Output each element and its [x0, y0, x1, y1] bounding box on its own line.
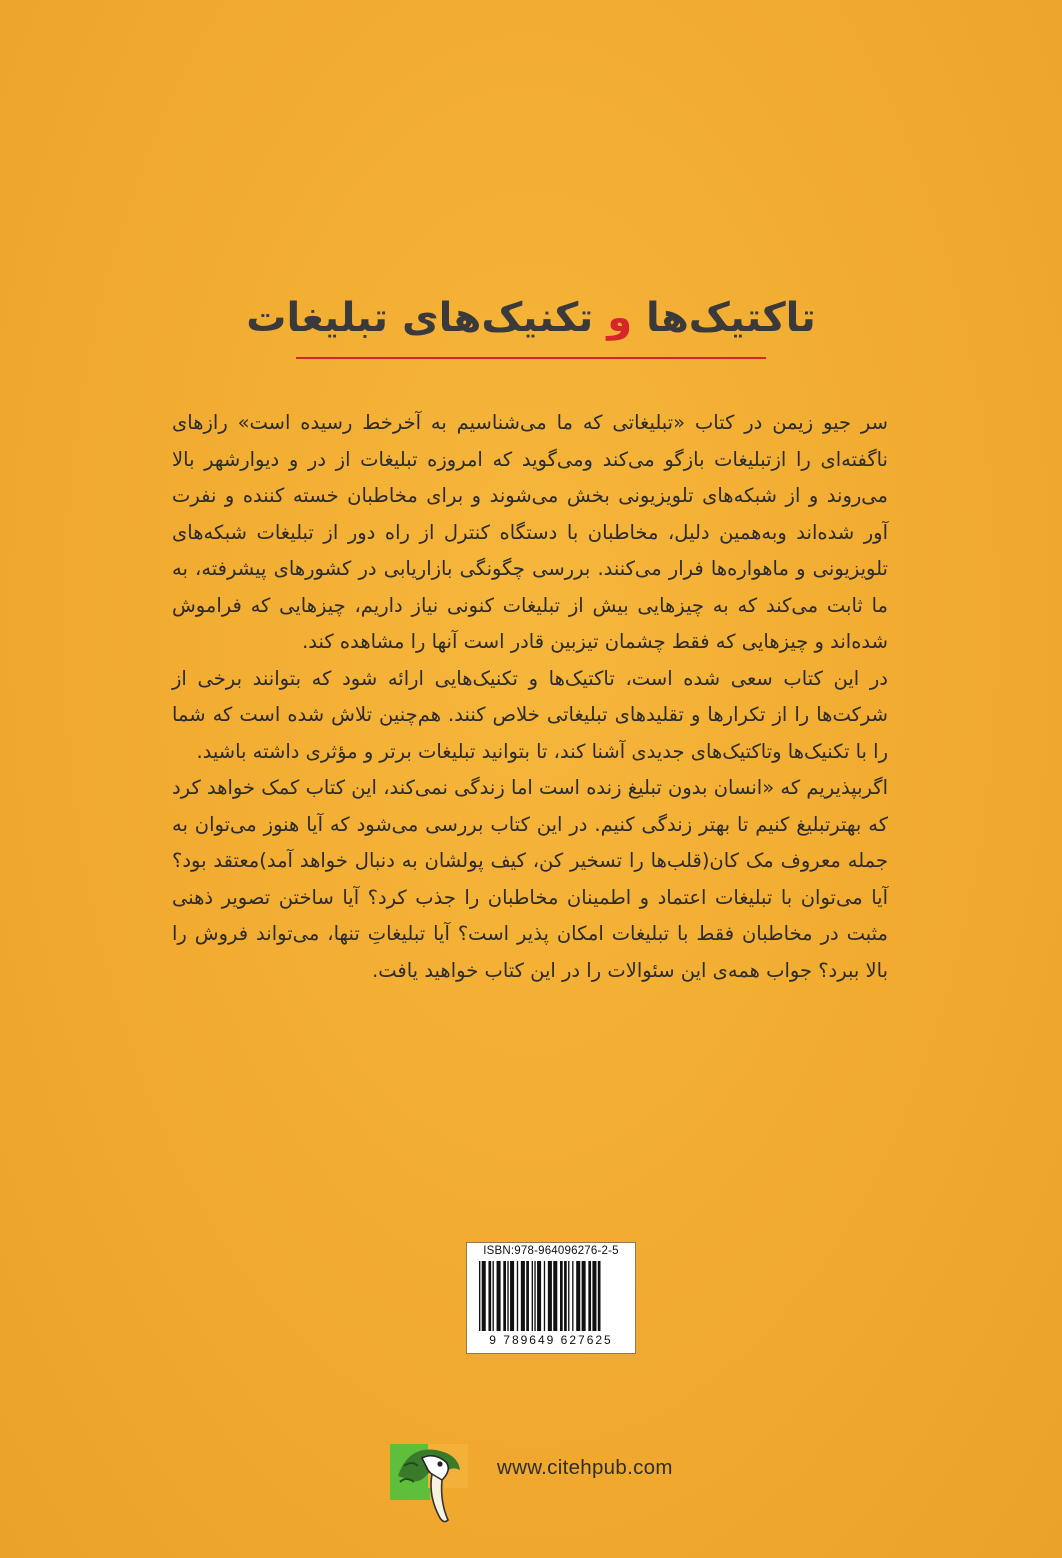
book-title	[0, 288, 1062, 348]
publisher-website: www.citehpub.com	[497, 1456, 673, 1479]
barcode-bar	[488, 1261, 491, 1331]
barcode-bar	[544, 1261, 545, 1331]
barcode-bar	[568, 1261, 569, 1331]
blurb-paragraph-2: در این کتاب سعی شده است، تاکتیک‌ها و تکنیک‌هایی ارائه شود که بتوانند برخی از شرکت‌ها را از تکرارها و تقلیدهای تبلیغاتی خلاص کنند. هم‌چنین تلاش شده است که شما را با تکنیک‌ها وتاکتیک‌های جدیدی آشنا کند، تا بتوانید تبلیغات برتر و مؤثری داشته باشید.	[172, 666, 888, 763]
barcode-bar	[479, 1261, 480, 1331]
barcode-bar	[482, 1261, 486, 1331]
barcode-bar	[503, 1261, 506, 1331]
barcode-bars-icon	[477, 1261, 625, 1333]
title-part-tactics: تاکتیک‌ها	[646, 295, 816, 341]
barcode-bar	[507, 1261, 508, 1331]
barcode-bar	[548, 1261, 552, 1331]
barcode-bar	[493, 1261, 494, 1331]
barcode-bar	[588, 1261, 591, 1331]
barcode-bar	[534, 1261, 535, 1331]
isbn-barcode	[466, 1242, 636, 1354]
barcode-bar	[592, 1261, 596, 1331]
title-part-techniques: تکنیک‌های تبلیغات	[246, 295, 594, 341]
barcode-bar	[510, 1261, 514, 1331]
barcode-bar	[537, 1261, 541, 1331]
title-conjunction: و	[607, 295, 633, 341]
barcode-bar	[553, 1261, 557, 1331]
barcode-bar	[564, 1261, 567, 1331]
barcode-digits: 9 789649 627625	[489, 1333, 613, 1347]
barcode-bar	[497, 1261, 501, 1331]
barcode-bar	[517, 1261, 518, 1331]
barcode-bar	[532, 1261, 533, 1331]
blurb-text	[172, 405, 888, 989]
barcode-bar	[582, 1261, 586, 1331]
barcode-bar	[598, 1261, 601, 1331]
blurb-paragraph-3: اگربپذیریم که «انسان بدون تبلیغ زنده است اما زندگی نمی‌کند، این کتاب کمک خواهد کرد که بهترتبلیغ کنیم تا بهتر زندگی کنیم. در این کتاب بررسی می‌شود که آیا هنوز می‌توان به جمله معروف مک کان(قلب‌ها را تسخیر کن، کیف پولشان به دنبال خواهد آمد)معتقد بود؟ آیا می‌توان با تبلیغات اعتماد و اطمینان مخاطبان را جذب کرد؟ آیا ساختن تصویر ذهنی مثبت در مخاطبان فقط با تبلیغات امکان پذیر است؟ آیا تبلیغاتِ تنها، می‌تواند فروش را بالا ببرد؟ جواب همه‌ی این سئوالات را در این کتاب خواهید یافت.	[172, 776, 888, 982]
title-underline-divider	[296, 357, 766, 359]
barcode-bar	[521, 1261, 525, 1331]
barcode-bar	[560, 1261, 563, 1331]
barcode-bar	[572, 1261, 573, 1331]
isbn-label: ISBN:978-964096276-2-5	[483, 1245, 619, 1257]
barcode-bar	[526, 1261, 529, 1331]
blurb-paragraph-1: سر جیو زیمن در کتاب «تبلیغاتی که ما می‌شناسیم به آخرخط رسیده است» رازهای ناگفته‌ای را ازتبلیغات بازگو می‌کند ومی‌گوید که امروزه تبلیغات از در و دیوارشهر بالا می‌روند و از شبکه‌های تلویزیونی بخش می‌شوند و برای مخاطبان خسته کننده و نفرت آور شده‌اند وبه‌همین دلیل، مخاطبان با دستگاه کنترل از راه دور از تبلیغات شبکه‌های تلویزیونی و ماهواره‌ها فرار می‌کنند. بررسی چگونگی بازاریابی در کشورهای پیشرفته، به ما ثابت می‌کند که به چیزهایی بیش از تبلیغات کنونی نیاز داریم، چیزهایی که فراموش شده‌اند و چیزهایی که فقط چشمان تیزبین قادر است آنها را مشاهده کند.	[172, 411, 888, 653]
publisher-logo-icon	[388, 1436, 474, 1528]
barcode-bar	[576, 1261, 580, 1331]
